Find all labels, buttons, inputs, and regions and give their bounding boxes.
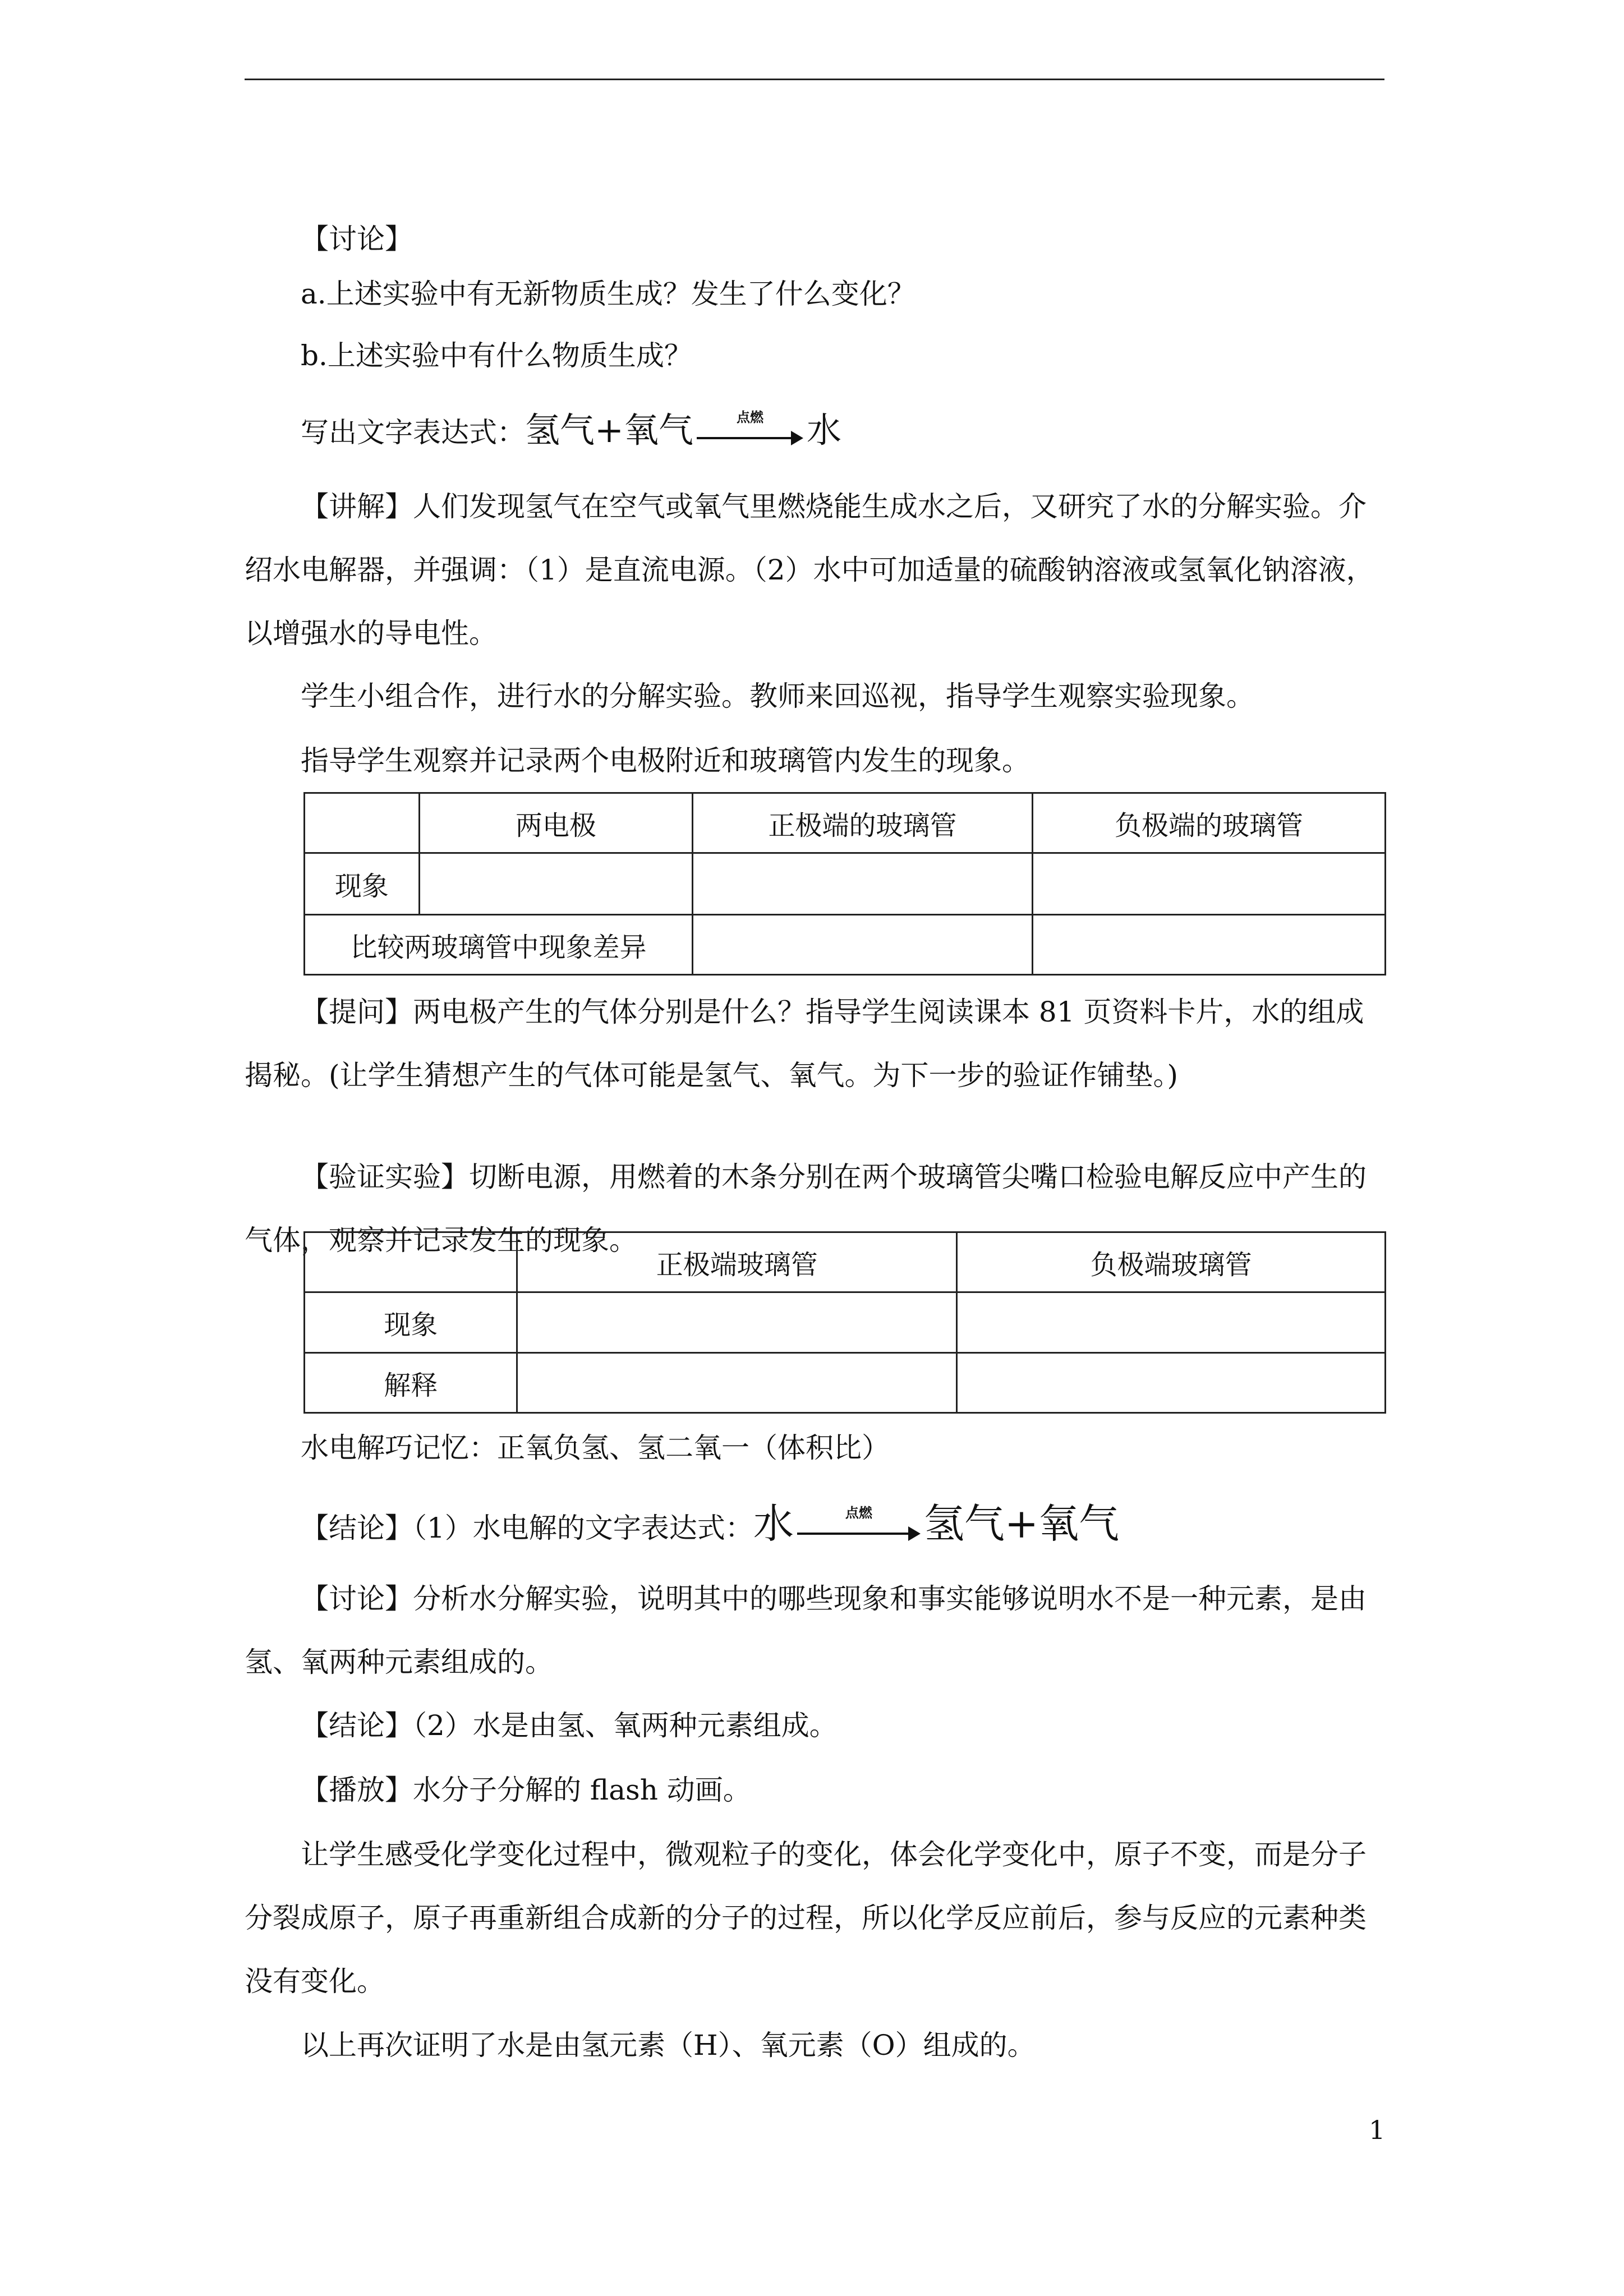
discussion-heading: 【讨论】 bbox=[301, 223, 413, 255]
table1-row-compare: 比较两玻璃管中现象差异 bbox=[305, 915, 693, 975]
reaction-arrow-1 bbox=[697, 409, 803, 446]
conclusion1-lead: 【结论】（1）水电解的文字表达式： bbox=[301, 1512, 753, 1544]
table2-header-negative: 负极端玻璃管 bbox=[957, 1232, 1386, 1292]
table1-row-phenomenon: 现象 bbox=[305, 853, 420, 915]
table1-header-positive: 正极端的玻璃管 bbox=[692, 793, 1032, 853]
table2-corner-cell bbox=[305, 1232, 517, 1292]
reaction-arrow-2 bbox=[797, 1504, 921, 1542]
micro-particle-paragraph: 让学生感受化学变化过程中，微观粒子的变化，体会化学变化中，原子不变，而是分子分裂成原子，原子再重新组合成新的分子的过程，所以化学反应前后，参与反应的元素种类没有变化。 bbox=[245, 1838, 1367, 1998]
table2-row-explanation: 解释 bbox=[305, 1353, 517, 1413]
header-rule bbox=[245, 79, 1384, 80]
condition-label-1: 点燃 bbox=[736, 409, 763, 425]
page-number: 1 bbox=[1369, 2115, 1386, 2145]
table1-header-negative: 负极端的玻璃管 bbox=[1032, 793, 1385, 853]
word-equation-line bbox=[245, 398, 1386, 464]
lecture-paragraph: 【讲解】人们发现氢气在空气或氧气里燃烧能生成水之后，又研究了水的分解实验。介绍水电解器，并强调：（1）是直流电源。（2）水中可加适量的硫酸钠溶液或氢氧化钠溶液，以增强水的导电性。 bbox=[245, 490, 1374, 650]
play-animation-note: 【播放】水分子分解的 flash 动画。 bbox=[301, 1774, 751, 1806]
equation1-reactants: 氢气+氧气 bbox=[525, 409, 693, 450]
table2-empty-cell bbox=[517, 1292, 957, 1353]
final-statement: 以上再次证明了水是由氢元素（H）、氧元素（O）组成的。 bbox=[301, 2029, 1036, 2062]
table1-empty-cell bbox=[692, 853, 1032, 915]
discussion2-paragraph: 【讨论】分析水分解实验，说明其中的哪些现象和事实能够说明水不是一种元素，是由氢、氧两种元素组成的。 bbox=[245, 1582, 1367, 1678]
condition-label-2: 点燃 bbox=[845, 1504, 872, 1521]
question-paragraph: 【提问】两电极产生的气体分别是什么？指导学生阅读课本 81 页资料卡片，水的组成揭秘。(让学生猜想产生的气体可能是氢气、氧气。为下一步的验证作铺垫。) bbox=[245, 996, 1364, 1092]
equation1-product: 水 bbox=[806, 409, 841, 450]
table2-header-positive: 正极端玻璃管 bbox=[517, 1232, 957, 1292]
table2-empty-cell bbox=[957, 1353, 1386, 1413]
question-b: b.上述实验中有什么物质生成？ bbox=[301, 339, 692, 372]
equation2-products: 氢气+氧气 bbox=[923, 1500, 1120, 1547]
memory-tip: 水电解巧记忆：正氧负氢、氢二氧一（体积比） bbox=[301, 1432, 890, 1464]
table1-header-electrodes: 两电极 bbox=[419, 793, 692, 853]
table1-corner-cell bbox=[305, 793, 420, 853]
observation-table bbox=[303, 792, 1386, 976]
table2-empty-cell bbox=[957, 1292, 1386, 1353]
verify-paragraph: 【验证实验】切断电源，用燃着的木条分别在两个玻璃管尖嘴口检验电解反应中产生的气体，观察并记录发生的现象。 bbox=[245, 1161, 1367, 1257]
equation2-reactant: 水 bbox=[753, 1500, 794, 1547]
table1-empty-cell bbox=[1032, 915, 1385, 975]
table1-empty-cell bbox=[1032, 853, 1385, 915]
table1-empty-cell bbox=[692, 915, 1032, 975]
guide-paragraph: 指导学生观察并记录两个电极附近和玻璃管内发生的现象。 bbox=[301, 744, 1030, 777]
conclusion2: 【结论】（2）水是由氢、氧两种元素组成。 bbox=[301, 1709, 838, 1742]
question-a: a.上述实验中有无新物质生成？发生了什么变化？ bbox=[301, 278, 915, 310]
conclusion1-line bbox=[245, 1492, 1386, 1560]
verification-table bbox=[303, 1231, 1386, 1414]
table2-row-phenomenon: 现象 bbox=[305, 1292, 517, 1353]
table1-empty-cell bbox=[419, 853, 692, 915]
expression-lead: 写出文字表达式： bbox=[301, 416, 525, 449]
table2-empty-cell bbox=[517, 1353, 957, 1413]
group-work-paragraph: 学生小组合作，进行水的分解实验。教师来回巡视，指导学生观察实验现象。 bbox=[301, 680, 1254, 712]
